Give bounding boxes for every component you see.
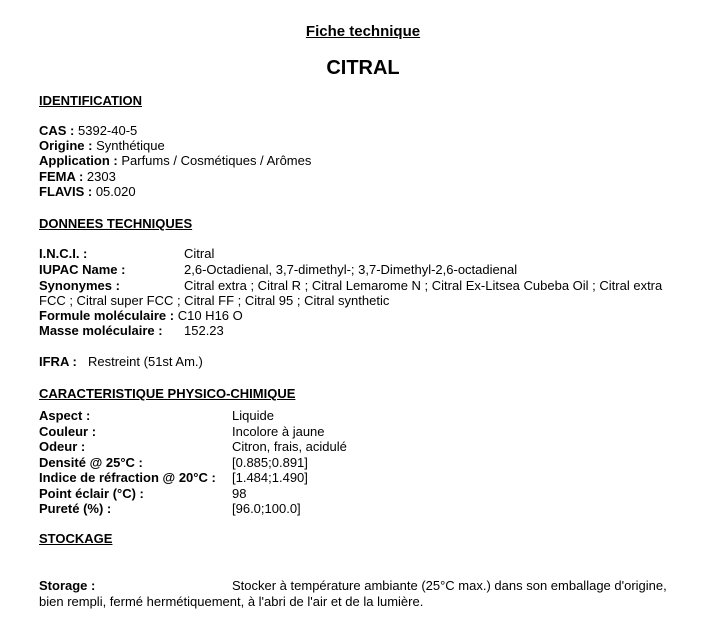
field-value: 5392-40-5 (78, 123, 138, 138)
ifra-value: Restreint (51st Am.) (88, 354, 203, 369)
physico-label: Pureté (%) : (39, 501, 112, 516)
ifra-label: IFRA : (39, 354, 77, 369)
masse-value: 152.23 (184, 323, 224, 338)
identification-row (39, 184, 136, 199)
field-label: FEMA : (39, 169, 84, 184)
field-value: 05.020 (95, 184, 136, 199)
physico-label: Indice de réfraction @ 20°C : (39, 470, 216, 485)
section-heading-donnees-techniques: DONNEES TECHNIQUES (39, 216, 193, 231)
identification-row (39, 123, 137, 138)
physico-label: Odeur : (39, 439, 86, 454)
physico-label: Aspect : (39, 408, 91, 423)
iupac-value: 2,6-Octadienal, 3,7-dimethyl-; 3,7-Dimethyl-2,6-octadienal (184, 262, 518, 277)
physico-value: [0.885;0.891] (232, 455, 308, 470)
physico-value: Liquide (232, 408, 274, 423)
section-heading-stockage: STOCKAGE (39, 531, 113, 546)
storage-value-line2: bien rempli, fermé hermétiquement, à l'abri de l'air et de la lumière. (39, 594, 424, 609)
field-label: Origine : (39, 138, 93, 153)
field-value: Synthétique (96, 138, 165, 153)
section-heading-identification: IDENTIFICATION (39, 93, 143, 108)
field-value: 2303 (86, 169, 116, 184)
formule-value: C10 H16 O (177, 308, 243, 323)
field-label: Application : (39, 153, 118, 168)
storage-label: Storage : (39, 578, 96, 593)
inci-value: Citral (184, 246, 215, 261)
formule-row (39, 308, 243, 323)
inci-label: I.N.C.I. : (39, 246, 88, 261)
storage-value-line1: Stocker à température ambiante (25°C max.) dans son emballage d'origine, (232, 578, 667, 593)
physico-label: Point éclair (°C) : (39, 486, 144, 501)
identification-row (39, 138, 165, 153)
iupac-label: IUPAC Name : (39, 262, 126, 277)
section-heading-physico-chimique: CARACTERISTIQUE PHYSICO-CHIMIQUE (39, 386, 296, 401)
identification-row (39, 153, 311, 168)
masse-label: Masse moléculaire : (39, 323, 163, 338)
physico-value: Incolore à jaune (232, 424, 325, 439)
physico-label: Densité @ 25°C : (39, 455, 143, 470)
physico-value: Citron, frais, acidulé (232, 439, 347, 454)
physico-value: 98 (232, 486, 247, 501)
synonymes-value-line2: FCC ; Citral super FCC ; Citral FF ; Citral 95 ; Citral synthetic (39, 293, 390, 308)
field-label: CAS : (39, 123, 75, 138)
document-title: CITRAL (326, 57, 400, 79)
synonymes-value-line1: Citral extra ; Citral R ; Citral Lemarome N ; Citral Ex-Litsea Cubeba Oil ; Citral extra (184, 278, 663, 293)
identification-row (39, 169, 116, 184)
physico-value: [96.0;100.0] (232, 501, 301, 516)
physico-value: [1.484;1.490] (232, 470, 308, 485)
physico-label: Couleur : (39, 424, 97, 439)
synonymes-label: Synonymes : (39, 278, 120, 293)
formule-label: Formule moléculaire : (39, 308, 175, 323)
field-label: FLAVIS : (39, 184, 93, 199)
field-value: Parfums / Cosmétiques / Arômes (121, 153, 312, 168)
document-kicker: Fiche technique (305, 23, 421, 40)
